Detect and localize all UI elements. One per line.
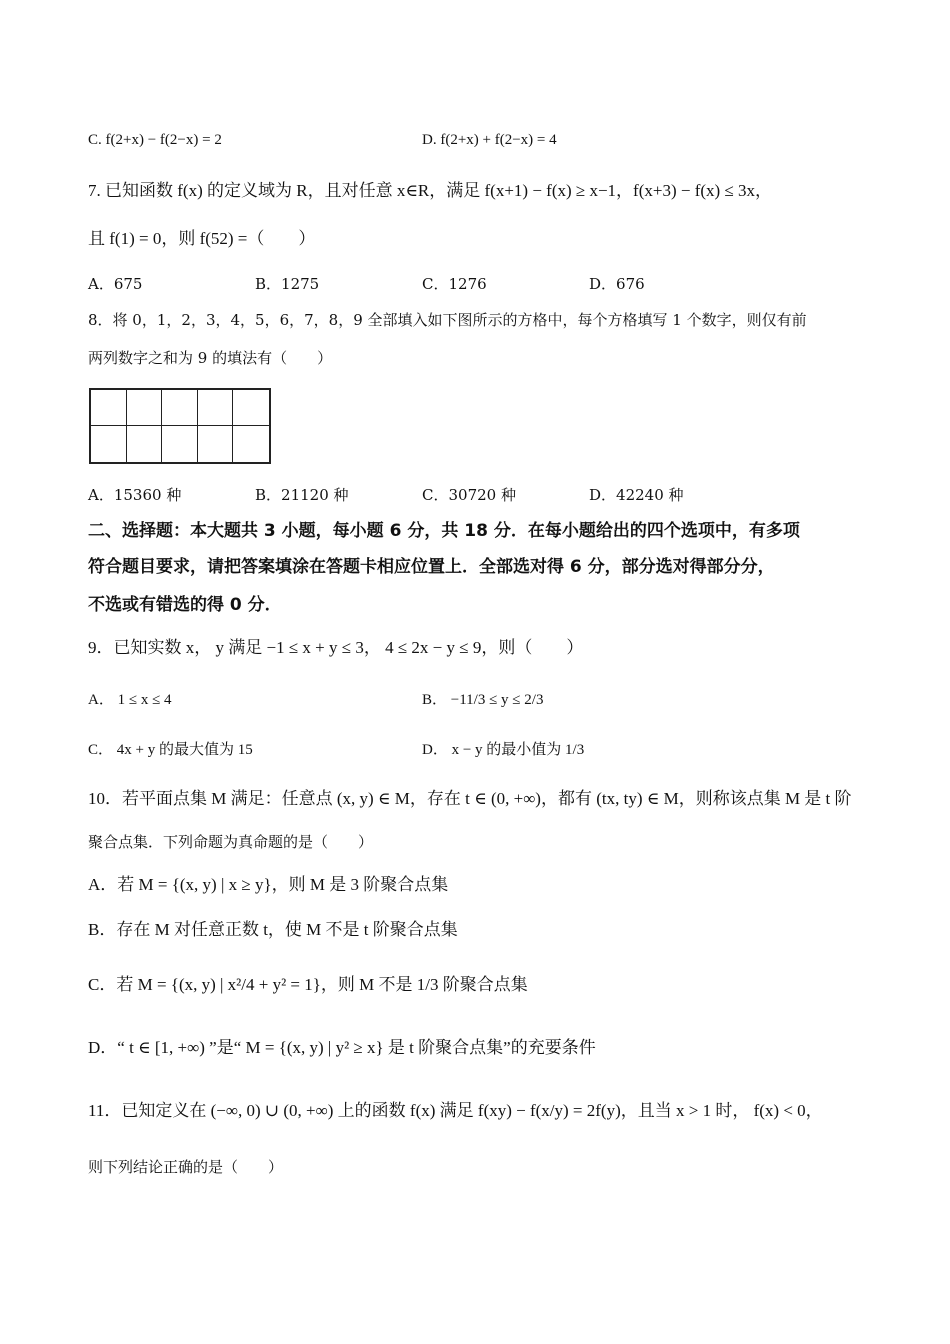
- q7-option-c: C．1276: [422, 275, 487, 293]
- grid-cell: [127, 390, 163, 426]
- q8-option-a: A．15360 种: [88, 486, 182, 504]
- grid-cell: [162, 426, 198, 462]
- q9-option-c: C． 4x + y 的最大值为 15: [88, 742, 253, 758]
- q10-stem-line1: 10．若平面点集 M 满足：任意点 (x, y) ∈ M，存在 t ∈ (0, +∞)，都有 (tx, ty) ∈ M，则称该点集 M 是 t 阶: [88, 789, 852, 808]
- grid-cell: [233, 426, 269, 462]
- section2-heading-line1: 二、选择题：本大题共 3 小题，每小题 6 分，共 18 分．在每小题给出的四个选项中，有多项: [88, 521, 800, 541]
- q7-option-a: A．675: [88, 275, 143, 293]
- grid-cell: [198, 426, 234, 462]
- q10-option-c: C．若 M = {(x, y) | x²/4 + y² = 1}，则 M 不是 1/3 阶聚合点集: [88, 975, 528, 994]
- q6-option-d: D. f(2+x) + f(2−x) = 4: [422, 132, 557, 148]
- q10-option-a: A．若 M = {(x, y) | x ≥ y}，则 M 是 3 阶聚合点集: [88, 875, 449, 894]
- q6-option-c: C. f(2+x) − f(2−x) = 2: [88, 132, 222, 148]
- q11-stem-line1: 11．已知定义在 (−∞, 0) ∪ (0, +∞) 上的函数 f(x) 满足 f(xy) − f(x/y) = 2f(y)，且当 x > 1 时， f(x) < 0，: [88, 1101, 823, 1120]
- q7-option-d: D．676: [589, 275, 645, 293]
- q7-stem-line1: 7. 已知函数 f(x) 的定义域为 R，且对任意 x∈R，满足 f(x+1) − f(x) ≥ x−1，f(x+3) − f(x) ≤ 3x，: [88, 181, 773, 200]
- grid-cell: [162, 390, 198, 426]
- q8-stem-line1: 8．将 0，1，2，3，4，5，6，7，8，9 全部填入如下图所示的方格中，每个方格填写 1 个数字，则仅有前: [88, 311, 807, 329]
- q9-option-a: A． 1 ≤ x ≤ 4: [88, 692, 172, 708]
- grid-cell: [91, 390, 127, 426]
- q7-stem-line2: 且 f(1) = 0，则 f(52) =（ ）: [88, 229, 316, 248]
- q8-stem-line2: 两列数字之和为 9 的填法有（ ）: [88, 349, 333, 367]
- section2-heading-line2: 符合题目要求，请把答案填涂在答题卡相应位置上．全部选对得 6 分，部分选对得部分分，: [88, 557, 775, 577]
- q8-option-b: B．21120 种: [255, 486, 349, 504]
- grid-cell: [91, 426, 127, 462]
- grid-cell: [127, 426, 163, 462]
- q8-option-c: C．30720 种: [422, 486, 516, 504]
- q10-stem-line2: 聚合点集．下列命题为真命题的是（ ）: [88, 833, 374, 851]
- q8-option-d: D．42240 种: [589, 486, 684, 504]
- number-grid-figure: [89, 388, 271, 464]
- grid-cell: [233, 390, 269, 426]
- section2-heading-line3: 不选或有错选的得 0 分．: [88, 595, 282, 615]
- q10-option-b: B．存在 M 对任意正数 t，使 M 不是 t 阶聚合点集: [88, 920, 458, 939]
- q7-option-b: B．1275: [255, 275, 320, 293]
- q9-option-b: B． −11/3 ≤ y ≤ 2/3: [422, 692, 544, 708]
- q11-stem-line2: 则下列结论正确的是（ ）: [88, 1158, 284, 1176]
- q9-stem: 9．已知实数 x， y 满足 −1 ≤ x + y ≤ 3， 4 ≤ 2x − y ≤ 9，则（ ）: [88, 638, 584, 657]
- q10-option-d: D．“ t ∈ [1, +∞) ”是“ M = {(x, y) | y² ≥ x} 是 t 阶聚合点集”的充要条件: [88, 1038, 596, 1057]
- q9-option-d: D． x − y 的最小值为 1/3: [422, 742, 585, 758]
- grid-cell: [198, 390, 234, 426]
